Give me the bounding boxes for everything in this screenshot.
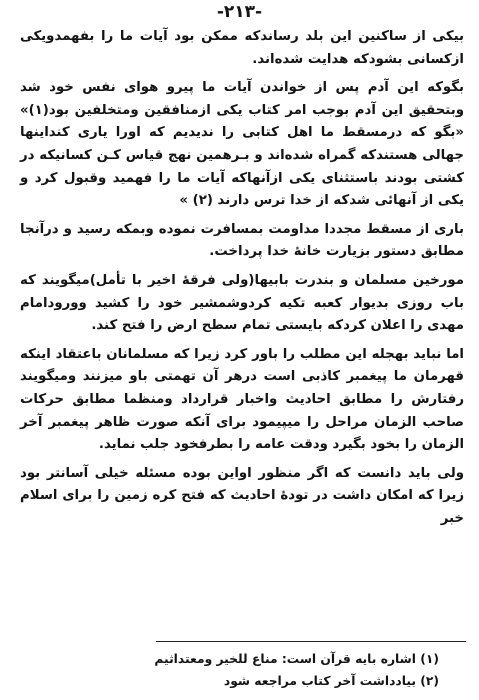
footnotes bbox=[39, 648, 439, 692]
paragraph: اما نباید بهجله این مطلب را باور کرد زیرا که مسلمانان باعتقاد اینکه قهرمان ما پیغمبر کاذبی است درهر آن تهمتی باو میزنند ومیگویند رفتارش را مطابق احادیث واخبار قرارداد ومنظما مطابق حرکات صاحب الزمان مراحل را میپیمود برای آنکه صورت ظاهر پیغمبر آخر الزمان را بخود بگیرد ودقت عامه را بطرفخود جلب نماید. bbox=[20, 346, 464, 453]
paragraph: باری از مسقط مجددا مداومت بمسافرت نموده وبمکه رسید و درآنجا مطابق دستور بزیارت خانهٔ خدا پرداخت. bbox=[20, 221, 464, 260]
footnote: (۱) اشاره بایه قرآن است: مناع للخیر ومعتداثیم bbox=[154, 652, 439, 666]
footnote-divider bbox=[156, 641, 466, 642]
paragraph: ولی باید دانست که اگر منظور اواین بوده مسئله خیلی آسانتر بود زیرا که امکان داشت در تودهٔ احادیث که فتح کره زمین را برای اسلام خبر bbox=[20, 465, 464, 526]
paragraph: مورخین مسلمان و بندرت بابیها(ولی فرقهٔ اخیر با تأمل)میگویند که باب روزی بدیوار کعبه تکیه کردوشمشیر خود را کشید وورودامام مهدی را اعلان کردکه بایستی تمام سطح ارض را فتح کند. bbox=[20, 272, 464, 334]
page-number: -۲۱۳- bbox=[216, 2, 263, 22]
footnote: (۲) بیادداشت آخر کتاب مراجعه شود bbox=[223, 674, 439, 688]
paragraph: بیکی از ساکنین این بلد رساندکه ممکن بود آیات ما را بفهمدویکی ازکسانی بشودکه هدایت شده‌اند. bbox=[20, 29, 464, 67]
paragraph: بگوکه این آدم پس از خواندن آیات ما پیرو هوای نفس خود شد وبتحقیق این آدم بوجب امر کتاب یکی ازمنافقین ومتخلفین بود(۱)» «بگو که درمسقط ما اهل کتابی را ندیدیم که اورا یاری کنداینها جهالی هستندکه گمراه شده‌اند و بـرهمین نهج قیاس کـن کسانیکه در کشتی بودند باستثنای یکی ازآنهاکه آیات ما را فهمید وقبول کرد و یکی از آنهائی شدکه از خدا ترس دارند (۲) » bbox=[20, 80, 464, 209]
body-text bbox=[20, 26, 464, 536]
